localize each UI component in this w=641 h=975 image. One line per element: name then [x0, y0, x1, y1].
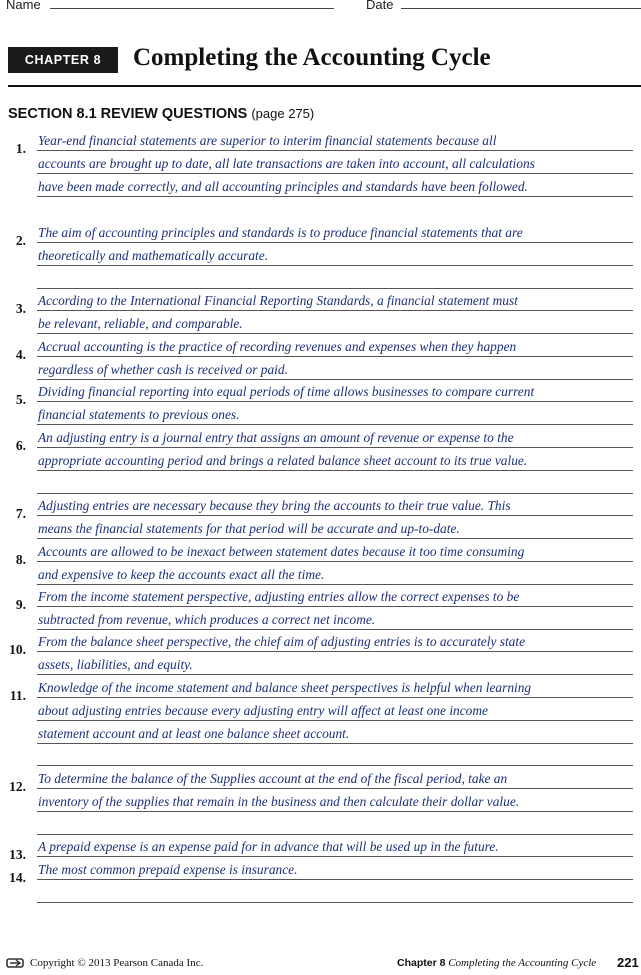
name-label: Name [6, 0, 41, 12]
answer-line[interactable] [37, 811, 633, 812]
chapter-badge [8, 47, 118, 73]
chapter-badge-text: CHAPTER 8 [24, 53, 102, 67]
answer-text: theoretically and mathematically accurate. [38, 247, 269, 263]
section-page-ref: (page 275) [251, 106, 315, 121]
footer-chapter-title: Completing the Accounting Cycle [448, 957, 597, 969]
answer-line[interactable] [37, 265, 633, 266]
answer-line[interactable] [37, 651, 633, 652]
question-number: 3. [15, 301, 26, 316]
answer-line[interactable] [37, 333, 633, 334]
answer-text: be relevant, reliable, and comparable. [38, 315, 243, 331]
answer-line[interactable] [37, 379, 633, 380]
date-field-line[interactable] [401, 8, 641, 9]
date-label: Date [366, 0, 394, 12]
answer-line[interactable] [37, 834, 633, 835]
question-number: 6. [15, 438, 26, 453]
answer-line[interactable] [37, 424, 633, 425]
footer-chapter [397, 957, 596, 969]
answer-text: An adjusting entry is a journal entry that assigns an amount of revenue or expense to the [38, 430, 514, 445]
page-number: 221 [617, 955, 639, 970]
section-title: SECTION 8.1 REVIEW QUESTIONS [8, 106, 248, 122]
answer-text: about adjusting entries because every adjusting entry will affect at least one income [38, 702, 488, 718]
answer-line[interactable] [37, 765, 633, 766]
answer-line[interactable] [37, 584, 633, 585]
answer-text: inventory of the supplies that remain in the business and then calculate their dollar value. [38, 793, 520, 809]
answer-line[interactable] [37, 697, 633, 698]
answer-text: According to the International Financial Reporting Standards, a financial statement must [38, 293, 518, 308]
answer-text: have been made correctly, and all accounting principles and standards have been followed. [38, 178, 528, 194]
question-number: 2. [15, 233, 26, 248]
question-number: 13. [9, 847, 26, 862]
question-number: 14. [9, 870, 26, 885]
answer-text: From the income statement perspective, adjusting entries allow the correct expenses to be [38, 589, 520, 604]
answer-line[interactable] [37, 720, 633, 721]
answer-line[interactable] [37, 288, 633, 289]
answer-line[interactable] [37, 356, 633, 357]
chapter-title: Completing the Accounting Cycle [133, 44, 491, 71]
answer-line[interactable] [37, 743, 633, 744]
question-number: 4. [15, 347, 26, 362]
answer-text: and expensive to keep the accounts exact all the time. [38, 566, 325, 582]
answer-line[interactable] [37, 150, 633, 151]
answer-line[interactable] [37, 173, 633, 174]
answer-line[interactable] [37, 902, 633, 903]
answer-line[interactable] [37, 538, 633, 539]
question-number: 1. [15, 141, 26, 156]
question-number: 12. [9, 779, 26, 794]
title-rule [8, 85, 641, 87]
answer-text: From the balance sheet perspective, the chief aim of adjusting entries is to accurately state [38, 634, 526, 649]
answer-text: means the financial statements for that period will be accurate and up-to-date. [38, 520, 460, 536]
answer-text: subtracted from revenue, which produces a correct net income. [38, 611, 376, 627]
answer-line[interactable] [37, 629, 633, 630]
answer-text: Dividing financial reporting into equal periods of time allows businesses to compare current [38, 384, 535, 399]
answer-line[interactable] [37, 674, 633, 675]
answer-line[interactable] [37, 470, 633, 471]
question-number: 11. [9, 688, 26, 703]
answer-text: regardless of whether cash is received or paid. [38, 361, 288, 377]
section-heading [8, 106, 314, 122]
answer-text: To determine the balance of the Supplies account at the end of the fiscal period, take an [38, 771, 508, 786]
answer-line[interactable] [37, 606, 633, 607]
pearson-logo-icon [6, 956, 26, 970]
answer-text: The most common prepaid expense is insurance. [38, 862, 298, 877]
answer-line[interactable] [37, 561, 633, 562]
name-field-line[interactable] [50, 8, 334, 9]
answer-line[interactable] [37, 447, 633, 448]
question-number: 7. [15, 506, 26, 521]
answer-text: accounts are brought up to date, all late transactions are taken into account, all calculations [38, 155, 535, 171]
question-number: 5. [15, 392, 26, 407]
answer-text: appropriate accounting period and brings a related balance sheet account to its true value. [38, 452, 528, 468]
answer-text: statement account and at least one balance sheet account. [38, 725, 350, 741]
answer-text: Knowledge of the income statement and balance sheet perspectives is helpful when learning [38, 680, 532, 695]
question-number: 8. [15, 552, 26, 567]
answer-line[interactable] [37, 856, 633, 857]
question-number: 10. [9, 642, 26, 657]
answer-line[interactable] [37, 310, 633, 311]
footer-chapter-label: Chapter 8 [397, 957, 446, 969]
answer-line[interactable] [37, 788, 633, 789]
question-number: 9. [15, 597, 26, 612]
answer-text: A prepaid expense is an expense paid for in advance that will be used up in the future. [38, 839, 499, 854]
answer-text: Accrual accounting is the practice of recording revenues and expenses when they happen [38, 339, 517, 354]
answer-text: Year-end financial statements are superior to interim financial statements because all [38, 133, 497, 148]
answer-text: assets, liabilities, and equity. [38, 656, 193, 672]
answer-text: Adjusting entries are necessary because they bring the accounts to their true value. This [38, 498, 511, 513]
answer-line[interactable] [37, 196, 633, 197]
answer-line[interactable] [37, 879, 633, 880]
answer-line[interactable] [37, 493, 633, 494]
answer-line[interactable] [37, 515, 633, 516]
answer-text: financial statements to previous ones. [38, 406, 240, 422]
copyright-text: Copyright © 2013 Pearson Canada Inc. [30, 957, 204, 969]
answer-text: The aim of accounting principles and standards is to produce financial statements that are [38, 225, 523, 240]
answer-text: Accounts are allowed to be inexact between statement dates because it too time consuming [38, 544, 525, 559]
answer-line[interactable] [37, 401, 633, 402]
answer-line[interactable] [37, 242, 633, 243]
